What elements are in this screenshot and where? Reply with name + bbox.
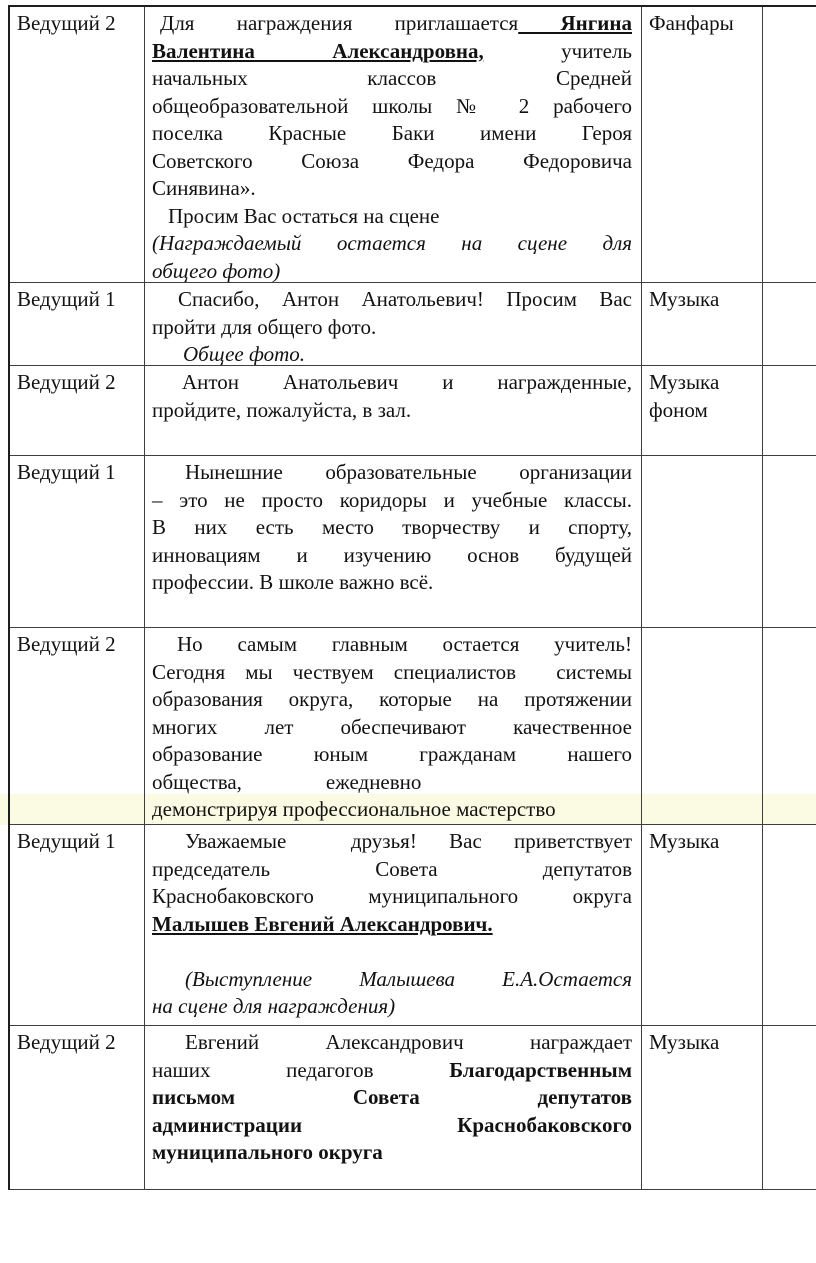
text-run: В них есть место творчеству и спорту, bbox=[152, 515, 632, 539]
text-line bbox=[152, 856, 632, 884]
script-table bbox=[8, 5, 816, 1190]
text-line bbox=[152, 542, 632, 570]
margin-cell bbox=[763, 1026, 816, 1190]
script-cell bbox=[145, 7, 642, 283]
margin-cell bbox=[763, 825, 816, 1026]
music-label: Музыка фоном bbox=[649, 370, 720, 422]
text-run: учитель bbox=[483, 38, 633, 63]
music-cell bbox=[642, 7, 763, 283]
music-cell bbox=[642, 628, 763, 825]
script-cell bbox=[145, 1026, 642, 1190]
script-cell bbox=[145, 825, 642, 1026]
speaker-cell bbox=[10, 628, 145, 825]
text-line bbox=[152, 38, 632, 66]
text-run: пройти для общего фото. bbox=[152, 314, 377, 339]
speaker-label: Ведущий 1 bbox=[17, 829, 116, 853]
text-line bbox=[152, 993, 632, 1021]
text-line bbox=[152, 686, 632, 714]
text-run: Благодарственным bbox=[449, 1057, 632, 1082]
music-label: Музыка bbox=[649, 287, 720, 311]
margin-cell bbox=[763, 628, 816, 825]
text-run: (Награждаемый остается на сцене для bbox=[152, 231, 632, 255]
speaker-cell bbox=[10, 366, 145, 456]
text-run: Сегодня мы чествуем специалистов системы bbox=[152, 659, 632, 684]
music-cell bbox=[642, 825, 763, 1026]
music-cell bbox=[642, 366, 763, 456]
text-run: Уважаемые друзья! Вас приветствует bbox=[185, 829, 632, 853]
script-cell bbox=[145, 628, 642, 825]
text-line bbox=[152, 911, 632, 939]
text-line bbox=[152, 1139, 632, 1167]
text-run: – это не просто коридоры и учебные классы. bbox=[152, 487, 632, 512]
speaker-label: Ведущий 1 bbox=[17, 287, 116, 311]
text-line bbox=[152, 203, 632, 231]
speaker-cell bbox=[10, 283, 145, 366]
text-run: общества, ежедневно bbox=[152, 769, 422, 794]
text-line bbox=[152, 314, 632, 342]
text-run: Спасибо, Антон Анатольевич! Просим Вас bbox=[178, 287, 632, 311]
margin-cell bbox=[763, 366, 816, 456]
text-run: образование юным гражданам нашего bbox=[152, 742, 632, 766]
text-run: начальных классов Средней bbox=[152, 66, 632, 90]
script-cell bbox=[145, 366, 642, 456]
speaker-label: Ведущий 2 bbox=[17, 1030, 116, 1054]
text-line bbox=[152, 65, 632, 93]
speaker-cell bbox=[10, 456, 145, 628]
text-line bbox=[152, 148, 632, 176]
speaker-cell bbox=[10, 825, 145, 1026]
text-line bbox=[152, 120, 632, 148]
text-line bbox=[152, 883, 632, 911]
text-line bbox=[152, 769, 632, 797]
script-cell bbox=[145, 456, 642, 628]
text-line bbox=[152, 175, 632, 203]
margin-cell bbox=[763, 283, 816, 366]
text-run: пройдите, пожалуйста, в зал. bbox=[152, 397, 412, 422]
text-line bbox=[152, 10, 632, 38]
text-run: Для награждения приглашается bbox=[160, 11, 519, 35]
text-run: наших педагогов bbox=[152, 1057, 450, 1082]
text-run: Малышев Евгений Александрович. bbox=[152, 911, 493, 936]
text-line bbox=[152, 514, 632, 542]
music-label: Фанфары bbox=[649, 11, 734, 35]
text-run: (Выступление Малышева Е.А.Остается bbox=[185, 966, 632, 991]
speaker-label: Ведущий 2 bbox=[17, 11, 116, 35]
text-run: Евгений Александрович награждает bbox=[185, 1030, 632, 1054]
music-cell bbox=[642, 1026, 763, 1190]
text-run: инновациям и изучению основ будущей bbox=[152, 542, 632, 567]
text-line bbox=[152, 569, 632, 597]
text-run: Просим Вас остаться на сцене bbox=[168, 203, 440, 228]
text-line bbox=[152, 966, 632, 994]
text-run: поселка Красные Баки имени Героя bbox=[152, 121, 632, 145]
music-cell bbox=[642, 456, 763, 628]
text-line bbox=[152, 938, 632, 966]
text-run: Но самым главным остается учитель! bbox=[177, 632, 632, 656]
speaker-cell bbox=[10, 1026, 145, 1190]
text-line bbox=[152, 1112, 632, 1140]
text-line bbox=[152, 1057, 632, 1085]
margin-cell bbox=[763, 456, 816, 628]
text-line bbox=[152, 714, 632, 742]
music-label: Музыка bbox=[649, 829, 720, 853]
text-line bbox=[152, 286, 632, 314]
text-run: председатель Совета депутатов bbox=[152, 856, 632, 881]
text-line bbox=[152, 397, 632, 425]
text-line bbox=[152, 1029, 632, 1057]
text-run: общеобразовательной школы № 2 рабочего bbox=[152, 93, 632, 118]
music-cell bbox=[642, 283, 763, 366]
text-run bbox=[152, 939, 157, 963]
text-run: общего фото) bbox=[152, 258, 281, 283]
text-run: Синявина». bbox=[152, 176, 256, 200]
text-line bbox=[152, 459, 632, 487]
text-run: администрации Краснобаковского bbox=[152, 1112, 632, 1137]
text-run: профессии. В школе важно всё. bbox=[152, 570, 434, 594]
script-cell bbox=[145, 283, 642, 366]
text-run: муниципального округа bbox=[152, 1140, 383, 1164]
text-line bbox=[152, 631, 632, 659]
speaker-cell bbox=[10, 7, 145, 283]
text-line bbox=[152, 828, 632, 856]
speaker-label: Ведущий 2 bbox=[17, 370, 116, 394]
text-run: Янгина bbox=[518, 11, 632, 35]
text-run: Валентина Александровна, bbox=[152, 38, 484, 63]
text-line bbox=[152, 741, 632, 769]
text-line bbox=[152, 230, 632, 258]
text-line bbox=[152, 659, 632, 687]
text-run: письмом Совета депутатов bbox=[152, 1085, 632, 1109]
text-line bbox=[152, 93, 632, 121]
text-run: Нынешние образовательные организации bbox=[185, 460, 632, 484]
text-run: Антон Анатольевич и награжденные, bbox=[182, 370, 632, 394]
text-line bbox=[152, 341, 632, 366]
text-line bbox=[152, 487, 632, 515]
music-label: Музыка bbox=[649, 1030, 720, 1054]
margin-cell bbox=[763, 7, 816, 283]
text-run: Советского Союза Федора Федоровича bbox=[152, 148, 632, 173]
speaker-label: Ведущий 1 bbox=[17, 460, 116, 484]
text-line bbox=[152, 258, 632, 284]
text-run: многих лет обеспечивают качественное bbox=[152, 714, 632, 739]
speaker-label: Ведущий 2 bbox=[17, 632, 116, 656]
text-run: Общее фото. bbox=[183, 342, 306, 366]
text-line bbox=[152, 369, 632, 397]
text-run: демонстрируя профессиональное мастерство bbox=[152, 797, 556, 821]
text-run: на сцене для награждения) bbox=[152, 994, 396, 1018]
text-run: Краснобаковского муниципального округа bbox=[152, 884, 632, 908]
text-run: образования округа, которые на протяжении bbox=[152, 687, 632, 711]
text-line bbox=[152, 1084, 632, 1112]
text-line bbox=[152, 796, 632, 824]
